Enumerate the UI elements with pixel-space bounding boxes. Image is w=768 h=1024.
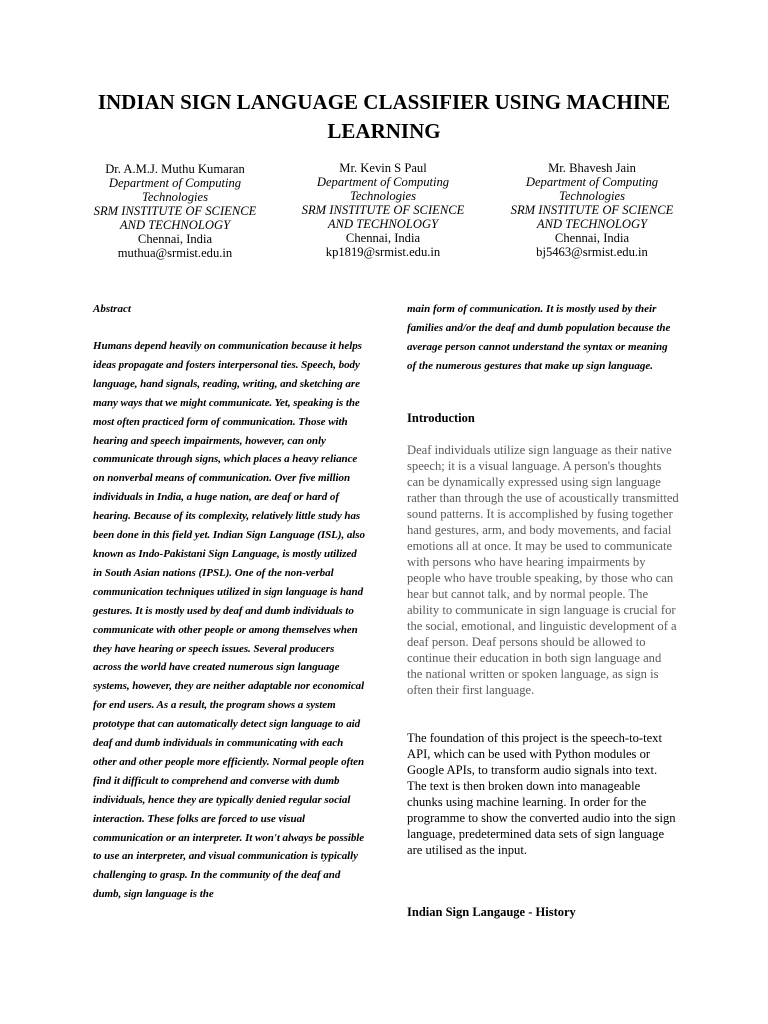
paper-title: INDIAN SIGN LANGUAGE CLASSIFIER USING MACHINE LEARNING [97, 90, 671, 143]
author-department: Department of Computing Technologies [316, 175, 450, 203]
right-column [407, 300, 679, 940]
abstract-text: Humans depend heavily on communication because it helps ideas propagate and fosters interpersonal ties. Speech, body language, hand signals, reading, writing, and sketching are many ways that we might communicate. Yet, speaking is the most often practiced form of communication. Those with hearing and speech impairments, however, can only communicate through signs, which places a heavy reliance on nonverbal means of communication. Over five million individuals in India, a huge nation, are deaf or hard of hearing. Because of its complexity, relatively little study has been done in this field yet. Indian Sign Language (ISL), also known as Indo-Pakistani Sign Language, is mostly utilized in South Asian nations (IPSL). One of the non-verbal communication techniques utilized in sign language is hand gestures. It is mostly used by deaf and dumb individuals to communicate with other people or among themselves when they have hearing or speech issues. Several producers across the world have created numerous sign language systems, however, they are neither adaptable nor economical for end users. As a result, the program shows a system prototype that can automatically detect sign language to aid deaf and dumb individuals in communicating with each other and other people more efficiently. Normal people often find it difficult to comprehend and converse with dumb individuals, hence they are typically denied regular social interaction. These folks are forced to use visual communication or an interpreter. It won't always be possible to use an interpreter, and visual communication is typically challenging to grasp. In the community of the deaf and dumb, sign language is the [93, 340, 365, 901]
author-institution: SRM INSTITUTE OF SCIENCE AND TECHNOLOGY [93, 204, 257, 232]
introduction-paragraph-1: Deaf individuals utilize sign language as their native speech; it is a visual language. A person's thoughts can be dynamically expressed using sign language rather than through the use of acoustically transmitted sound patterns. It is accomplished by fusing together hand gestures, arm, and body movements, and facial emotions all at once. It may be used to communicate with persons who have hearing impairments by people who have trouble speaking, by those who can hear but cannot talk, and by normal people. The ability to communicate in sign language is crucial for the social, emotional, and linguistic development of a deaf person. Deaf persons should be allowed to continue their education in both sign language and the national written or spoken language, as sign is often their first language. [407, 443, 679, 697]
introduction-heading: Introduction [407, 411, 475, 425]
history-heading: Indian Sign Langauge - History [407, 905, 576, 919]
author-name: Dr. A.M.J. Muthu Kumaran [105, 162, 245, 176]
author-block-1 [80, 162, 270, 260]
author-name: Mr. Bhavesh Jain [548, 161, 636, 175]
author-department: Department of Computing Technologies [108, 176, 242, 204]
author-block-3 [497, 161, 687, 259]
author-email: bj5463@srmist.edu.in [536, 245, 648, 259]
abstract-continued: main form of communication. It is mostly used by their families and/or the deaf and dumb population because the average person cannot understand the syntax or meaning of the numerous gestures that make up sign language. [407, 303, 671, 372]
author-location: Chennai, India [345, 231, 421, 245]
author-department: Department of Computing Technologies [525, 175, 659, 203]
author-location: Chennai, India [554, 231, 630, 245]
abstract-heading: Abstract [93, 303, 131, 315]
left-column [93, 300, 365, 904]
author-institution: SRM INSTITUTE OF SCIENCE AND TECHNOLOGY [510, 203, 674, 231]
author-name: Mr. Kevin S Paul [339, 161, 427, 175]
author-email: kp1819@srmist.edu.in [325, 245, 441, 259]
author-block-2 [288, 161, 478, 259]
author-location: Chennai, India [137, 232, 213, 246]
author-email: muthua@srmist.edu.in [117, 246, 233, 260]
author-institution: SRM INSTITUTE OF SCIENCE AND TECHNOLOGY [301, 203, 465, 231]
introduction-paragraph-2: The foundation of this project is the speech-to-text API, which can be used with Python modules or Google APIs, to transform audio signals into text. The text is then broken down into manageable chunks using machine learning. In order for the programme to show the converted audio into the sign language, predetermined data sets of sign language are utilised as the input. [407, 731, 676, 857]
